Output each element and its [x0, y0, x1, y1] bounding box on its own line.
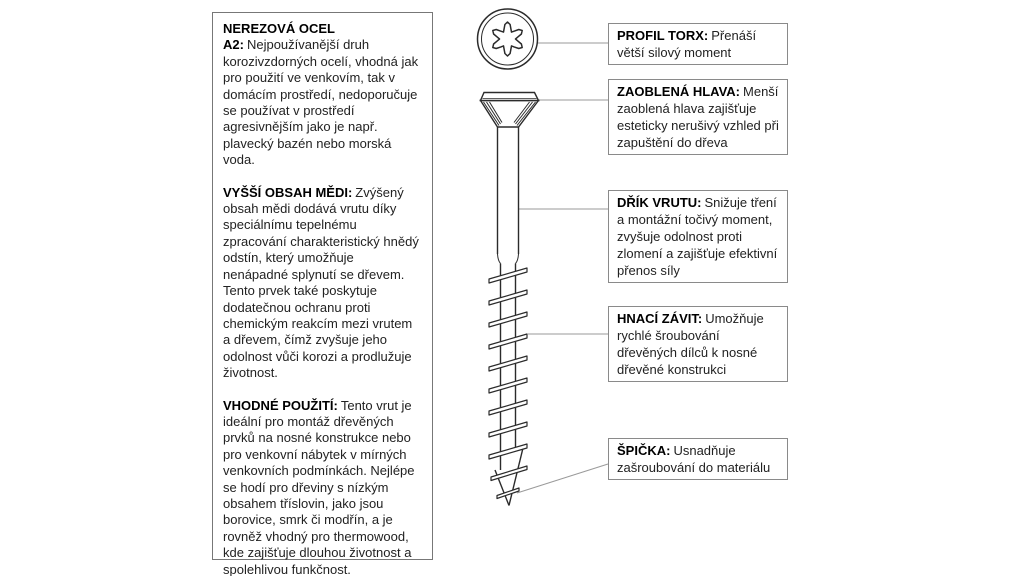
- info-section-label: VYŠŠÍ OBSAH MĚDI:: [223, 184, 353, 200]
- callout-label: PROFIL TORX:: [617, 28, 709, 43]
- leader-tip: [517, 464, 608, 493]
- callout-label: HNACÍ ZÁVIT:: [617, 311, 703, 326]
- callout-torx-profile: [608, 23, 788, 65]
- info-section-text: Tento vrut je ideální pro montáž dřevěných prvků na nosné konstrukce nebo pro venkovní nábytek v mírných venkovních podmínkách. Nejlépe se hodí pro dřeviny s nízkým obsahem tříslovin, jako jsou borovice, smrk či modřín, a je rovněž vhodný pro thermowood, kde zajišťuje dlouhou životnost a spolehlivou funkčnost.: [223, 397, 415, 576]
- info-section-suitable-use: [223, 398, 422, 576]
- callout-text: Snižuje tření a montážní točivý moment, zvyšuje odolnost proti zlomení a zajišťuje efektivní přenos síly: [617, 195, 778, 278]
- callout-label: ŠPIČKA:: [617, 443, 671, 458]
- callout-label: ZAOBLENÁ HLAVA:: [617, 84, 741, 99]
- callout-tip: [608, 438, 788, 480]
- callout-text: Usnadňuje zašroubování do materiálu: [617, 443, 771, 475]
- info-panel: [212, 12, 433, 576]
- callout-text: Umožňuje rychlé šroubování dřevěných dílců k nosné dřevěné konstrukci: [617, 311, 764, 377]
- screw-thread: [489, 264, 527, 506]
- info-section-label: VHODNÉ POUŽITÍ:: [223, 397, 338, 413]
- callout-text: Přenáší větší silový moment: [617, 28, 757, 60]
- thread-crests: [489, 268, 527, 499]
- torx-recess-top-view-icon: [478, 9, 538, 69]
- screw-shank: [498, 127, 519, 264]
- callout-drive-thread: [608, 306, 788, 382]
- callout-label: DŘÍK VRUTU:: [617, 195, 702, 210]
- info-section-label: NEREZOVÁ OCEL A2:: [223, 21, 335, 53]
- screw-head: [481, 93, 539, 128]
- info-section-text: Nejpoužívanější druh korozivzdorných ocelí, vhodná jak pro použití ve venkovím, tak v domácím prostředí, nedoporučuje se používat v prostředí agresivnějším jako je např. plavecký bazén nebo morská voda.: [223, 37, 419, 168]
- screw-side-view: [481, 93, 539, 506]
- info-section-copper-content: [223, 185, 422, 382]
- callout-rounded-head: [608, 79, 788, 155]
- callout-shank: [608, 190, 788, 283]
- callout-text: Menší zaoblená hlava zajišťuje esteticky nerušivý vzhled při zapuštění do dřeva: [617, 84, 779, 150]
- info-section-stainless-steel: [223, 21, 422, 169]
- info-section-text: Zvýšený obsah mědi dodává vrutu díky speciálnímu tepelnému zpracování charakteristický hnědý odstín, který umožňuje nenápadné splynutí se dřevem. Tento prvek také poskytuje dodatečnou ochranu proti chemickým reakcím mezi vrutem a dřevem, čímž zvyšuje jeho odolnost vůči korozi a prodlužuje životnost.: [223, 184, 419, 381]
